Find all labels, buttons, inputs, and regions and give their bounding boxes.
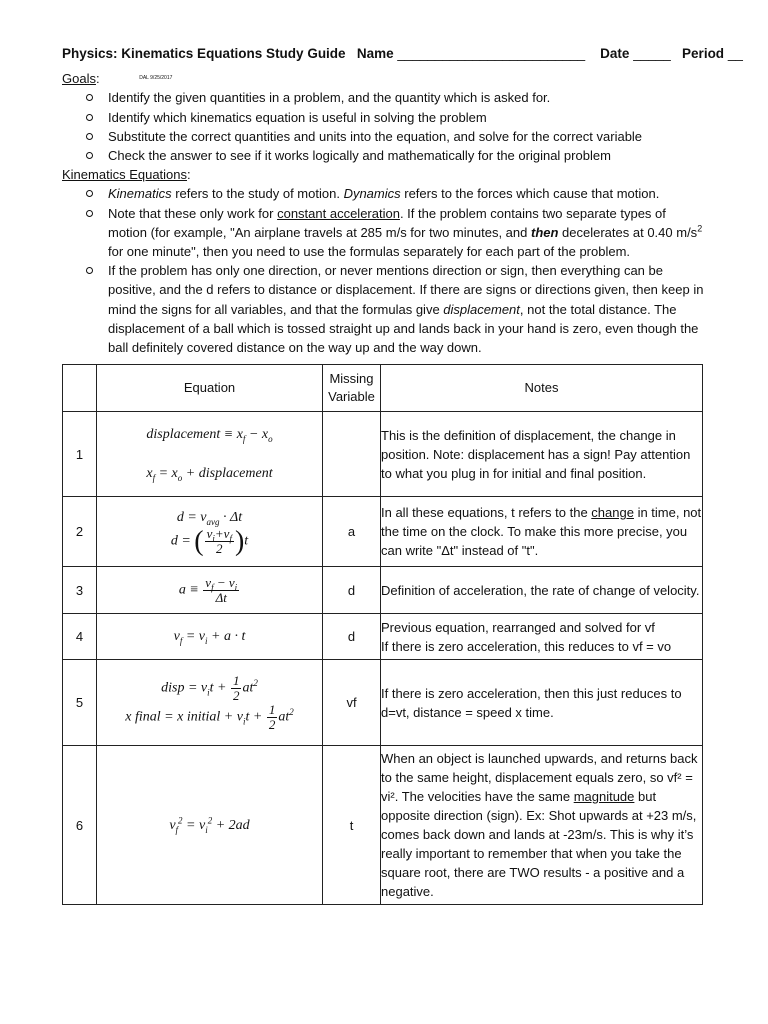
notes-cell: When an object is launched upwards, and returns back to the same height, displacement equals zero, so vf² = vi². The velocities have the same magnitude but opposite direction (sign). Ex: Shot upwards at +23 m/s, comes back down and lands at -23m/s. This is why it’s really important to remember that when you take the square root, there are TWO results - a positive and a negative. (381, 746, 703, 905)
notes-cell: Definition of acceleration, the rate of change of velocity. (381, 567, 703, 614)
missing-variable: t (323, 746, 381, 905)
notes-cell: In all these equations, t refers to the change in time, not the time on the clock. To make this more precise, you can write "Δt" instead of "t". (381, 497, 703, 567)
period-blank[interactable]: __ (727, 46, 743, 61)
missing-variable: vf (323, 660, 381, 746)
table-header-row (63, 365, 703, 412)
equation-cell: a ≡ $\frac{v_f - v_i}{\Delta t}$ (97, 567, 323, 614)
table-row (63, 614, 703, 660)
header-num (63, 365, 97, 412)
header-equation: Equation (97, 365, 323, 412)
list-item: Identify the given quantities in a problem, and the quantity which is asked for. (62, 88, 704, 107)
table-row (63, 660, 703, 746)
table-row (63, 497, 703, 567)
header-line (62, 44, 743, 63)
table-row (63, 746, 703, 905)
goals-heading: Goals (62, 71, 96, 87)
row-number: 2 (63, 497, 97, 567)
kinematics-heading-line: Kinematics Equations: (62, 167, 191, 183)
list-item: If the problem has only one direction, or never mentions direction or sign, then everything can be positive, and the d refers to distance or displacement. If there are signs or directions given, then keep in mind the signs for all variables, and that the formulas give displacement, not the total distance. The displacement of a ball which is tossed straight up and lands back in your hand is zero, even though the ball definitely covered distance on the way up and the way down. (62, 261, 704, 357)
list-item: Substitute the correct quantities and units into the equation, and solve for the correct variable (62, 127, 704, 146)
list-item: Kinematics refers to the study of motion. Dynamics refers to the forces which cause that motion. (62, 184, 704, 203)
kinematics-heading: Kinematics Equations (62, 167, 188, 183)
equation-cell: $v_f = v_i + a \cdot t$ (97, 614, 323, 660)
notes-cell: This is the definition of displacement, the change in position. Note: displacement has a sign! Pay attention to what you plug in for initial and final position. (381, 412, 703, 497)
name-blank[interactable]: _________________________ (397, 46, 586, 61)
date-label: Date (600, 46, 630, 61)
list-item: Note that these only work for constant acceleration. If the problem contains two separate types of motion (for example, "An airplane travels at 285 m/s for two minutes, and then decelerates at 0.40 $m/s^2$ for one minute", then you need to use the formulas separately for each part of the problem. (62, 204, 704, 262)
study-guide-page (62, 44, 743, 905)
equation-cell: $d = v_{avg} \cdot \Delta t$ d = ( $\frac{v_i+v_f}{2}$ )t (97, 497, 323, 567)
missing-variable: a (323, 497, 381, 567)
date-blank[interactable]: _____ (633, 46, 671, 61)
period-label: Period (682, 46, 725, 61)
list-item: Identify which kinematics equation is useful in solving the problem (62, 108, 704, 127)
header-notes: Notes (381, 365, 703, 412)
row-number: 4 (63, 614, 97, 660)
header-missing: Missing Variable (323, 365, 381, 412)
row-number: 6 (63, 746, 97, 905)
missing-variable: d (323, 567, 381, 614)
row-number: 1 (63, 412, 97, 497)
list-item: Check the answer to see if it works logically and mathematically for the original problem (62, 146, 704, 165)
name-label: Name (356, 46, 394, 61)
missing-variable (323, 412, 381, 497)
kinematics-list (62, 184, 704, 357)
missing-variable: d (323, 614, 381, 660)
table-row (63, 567, 703, 614)
equations-table (62, 364, 703, 905)
date-stamp: DAL 9/25/2017 (139, 75, 173, 82)
equation-cell: disp = $v_it$ + $\frac{1}{2}$ $at^2$ x final = x initial + $v_it$ + $\frac{1}{2}$ $at^2$ (97, 660, 323, 746)
table-row (63, 412, 703, 497)
notes-cell: If there is zero acceleration, then this just reduces to d=vt, distance = speed x time. (381, 660, 703, 746)
equation-cell: $v_f^2 = v_i^2 + 2ad$ (97, 746, 323, 905)
page-title: Physics: Kinematics Equations Study Guide (62, 46, 346, 61)
row-number: 5 (63, 660, 97, 746)
row-number: 3 (63, 567, 97, 614)
equation-cell: displacement ≡ $x_f - x_o$ $x_f = x_o$ + displacement (97, 412, 323, 497)
notes-cell: Previous equation, rearranged and solved for vf If there is zero acceleration, this reduces to vf = vo (381, 614, 703, 660)
goals-heading-line: Goals: $^{DAL 9/25/2017}$ (62, 71, 173, 87)
goals-list (62, 88, 704, 165)
